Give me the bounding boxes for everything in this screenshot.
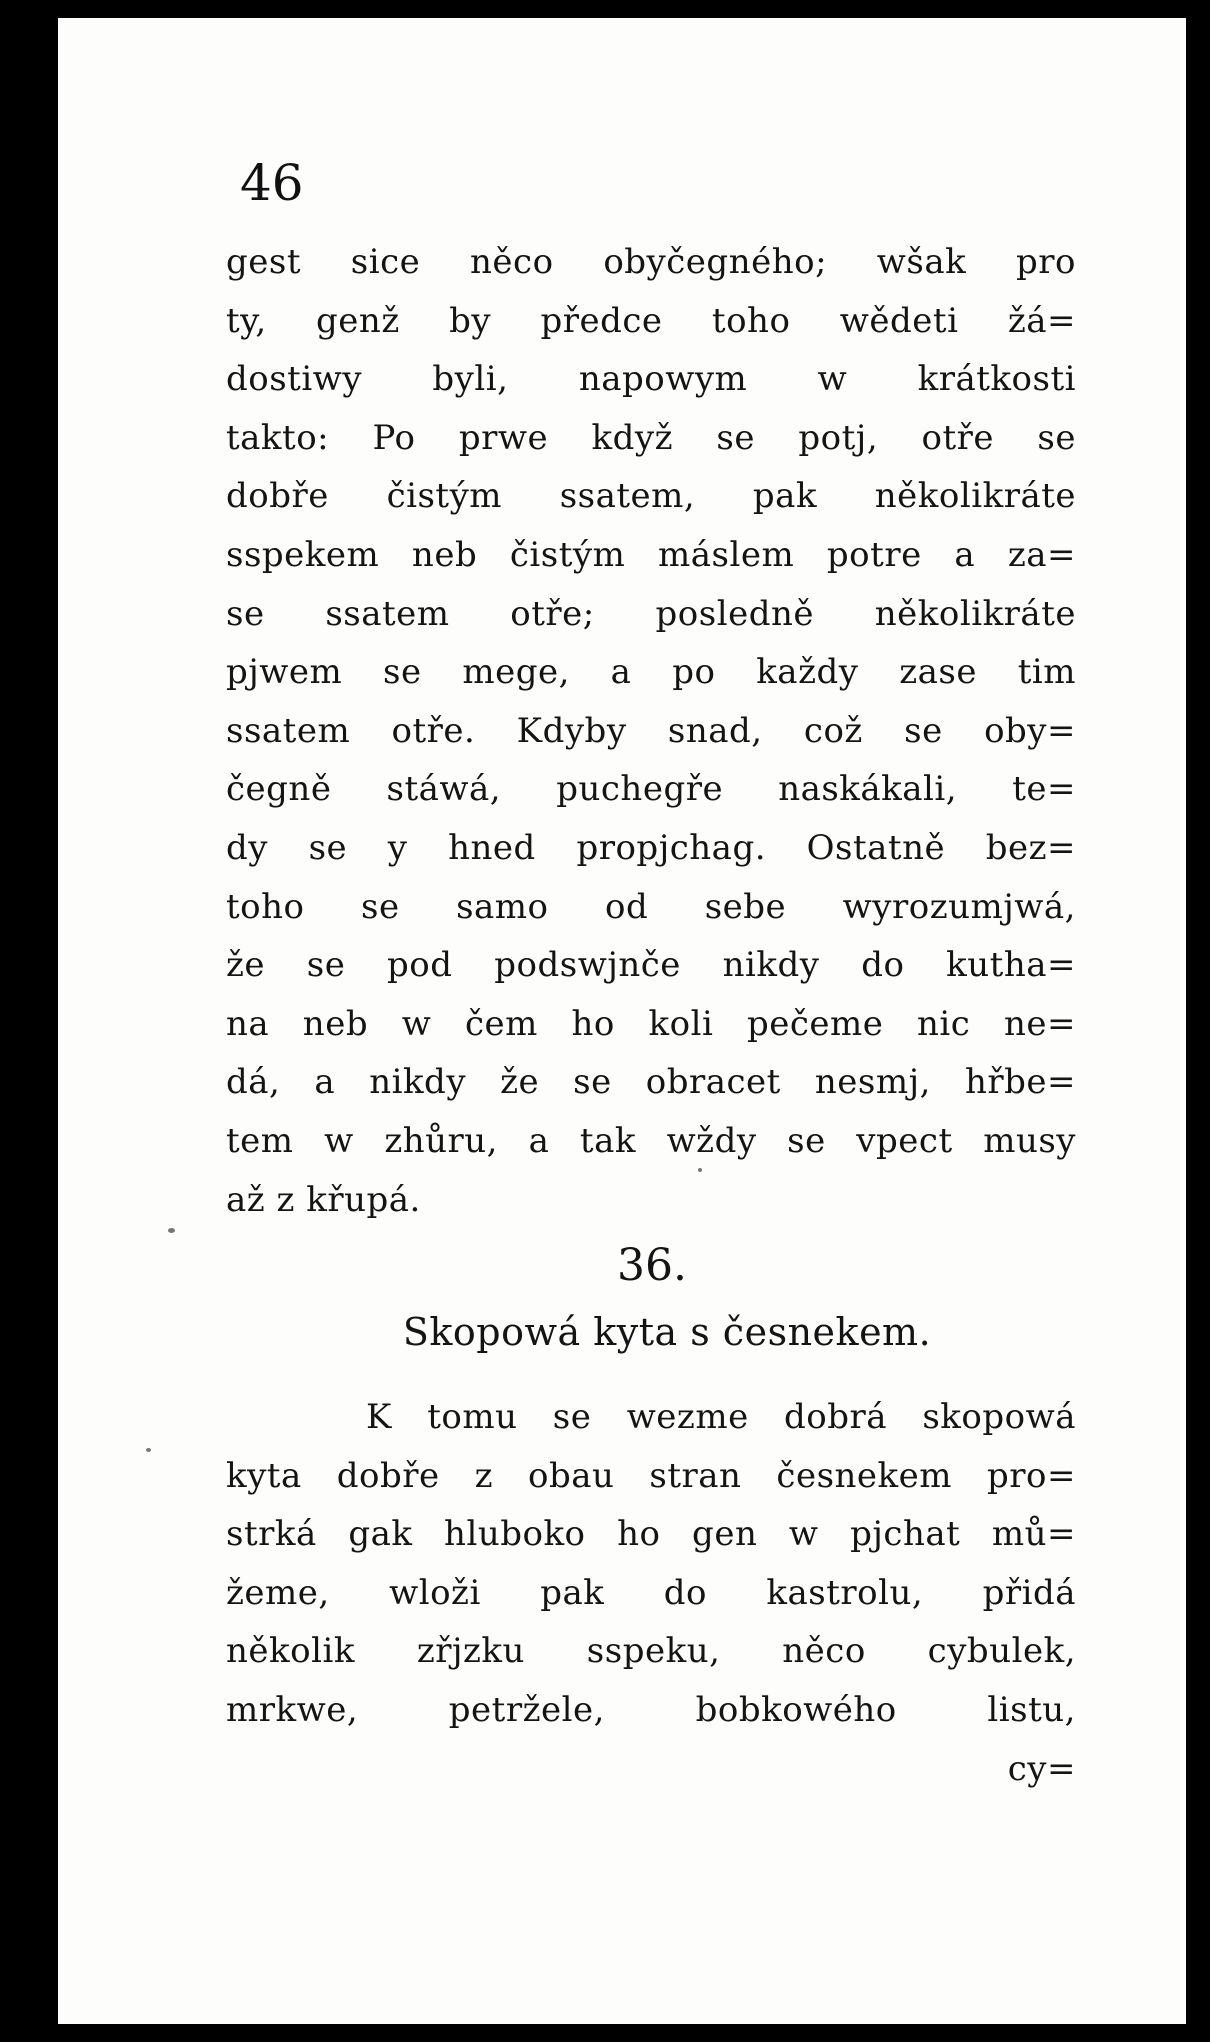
text-line: toho se samo od sebe wyrozumjwá, [226, 886, 1076, 927]
text-line: pjwem se mege, a po každy zase tim [226, 652, 1076, 693]
paper-speck [698, 1168, 702, 1172]
recipe-paragraph [226, 1388, 1076, 1798]
text-line: tem w zhůru, a tak wždy se vpect musy [226, 1120, 1076, 1161]
text-line: že se pod podswjnče nikdy do kutha= [226, 945, 1076, 986]
text-line: sspekem neb čistým máslem potre a za= [226, 534, 1076, 575]
text-line: několik zřjzku sspeku, něco cybulek, [226, 1631, 1076, 1672]
text-line: mrkwe, petržele, bobkowého listu, [226, 1689, 1076, 1730]
text-line: na neb w čem ho koli pečeme nic ne= [226, 1003, 1076, 1044]
text-line: gest sice něco obyčegného; wšak pro [226, 242, 1076, 282]
text-line: ssatem otře. Kdyby snad, což se oby= [226, 710, 1076, 751]
paper-speck [146, 1448, 151, 1452]
recipe-number: 36. [617, 1240, 687, 1291]
text-line: dá, a nikdy že se obracet nesmj, hřbe= [226, 1062, 1076, 1103]
page-number: 46 [240, 154, 304, 212]
text-line: strká gak hluboko ho gen w pjchat mů= [226, 1514, 1076, 1555]
text-line: čegně stáwá, puchegře naskákali, te= [226, 769, 1076, 810]
paper-speck [168, 1228, 175, 1233]
text-line: kyta dobře z obau stran česnekem pro= [226, 1455, 1076, 1496]
recipe-title: Skopowá kyta s česnekem. [402, 1310, 932, 1354]
text-line: ty, genž by předce toho wědeti žá= [226, 300, 1076, 341]
text-line: dostiwy byli, napowym w krátkosti [226, 359, 1076, 400]
body-paragraph [226, 233, 1076, 1229]
text-line: dobře čistým ssatem, pak několikráte [226, 476, 1076, 517]
text-line: žeme, wloži pak do kastrolu, přidá [226, 1572, 1076, 1613]
book-page [58, 18, 1186, 2024]
text-line: takto: Po prwe když se potj, otře se [226, 417, 1076, 458]
text-line: se ssatem otře; posledně několikráte [226, 593, 1076, 634]
text-line: až z křupá. [226, 1179, 421, 1220]
text-line: K tomu se wezme dobrá skopowá [366, 1397, 1076, 1437]
catchword: cy= [1007, 1748, 1076, 1789]
text-line: dy se y hned propjchag. Ostatně bez= [226, 827, 1076, 868]
